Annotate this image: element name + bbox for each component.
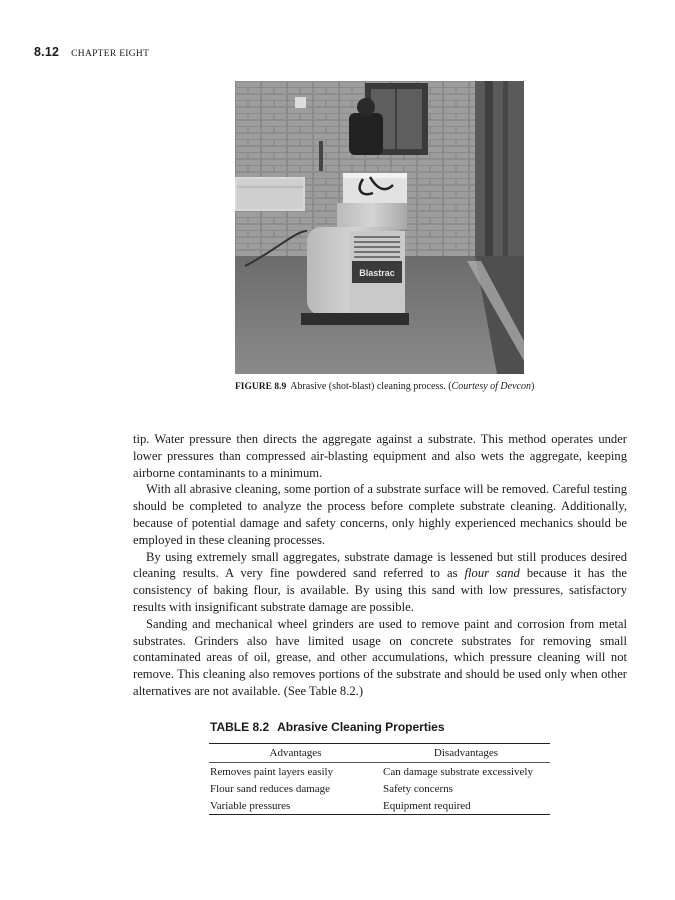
caption-close-paren: ) (530, 381, 535, 392)
machine-brand-text: Blastrac (359, 268, 395, 278)
table-header-row (209, 744, 550, 763)
table-cell: Removes paint layers easily (210, 765, 334, 778)
table-cell: Safety concerns (383, 782, 453, 795)
table-title (210, 720, 445, 734)
header-disadvantages: Disadvantages (382, 744, 550, 763)
properties-table (209, 743, 550, 815)
table-row (209, 780, 550, 797)
figure-photo (235, 81, 524, 374)
figure-caption (235, 380, 535, 394)
page-number: 8.12 (34, 45, 60, 59)
table-cell: Can damage substrate excessively (383, 765, 533, 778)
paragraph-4: Sanding and mechanical wheel grinders are used to remove paint and corrosion from metal substrates. Grinders also have limited usage on concrete substrates for removing small contaminated areas of oil, grease, and other accumulations, which pressure cleaning will not remove. This cleaning also removes portions of the substrate and should be used only when other alternatives are not available. (See Table 8.2.) (133, 616, 627, 698)
running-header (34, 45, 149, 59)
caption-courtesy: Courtesy of Devcon (451, 381, 531, 392)
table-cell: Flour sand reduces damage (210, 782, 331, 795)
paragraph-1: tip. Water pressure then directs the aggregate against a substrate. This method operates under lower pressures than compressed air-blasting equipment and also wets the aggregate, keeping airborne contaminants to a minimum. (133, 432, 627, 480)
table-cell: Variable pressures (209, 797, 382, 815)
paragraph-3-start: By using extremely small aggregates, substrate damage is lessened but still produces desired cleaning results. A very fine powdered sand referred to as (133, 549, 627, 581)
table-title-text: Abrasive Cleaning Properties (277, 720, 445, 734)
paragraph-2: With all abrasive cleaning, some portion of a substrate surface will be removed. Careful testing should be completed to analyze the process before complete substrate cleaning. Additionally, because of potential damage and safety concerns, only highly experienced mechanics should be employed in these cleaning processes. (133, 482, 627, 547)
table-cell: Equipment required (382, 797, 550, 815)
figure-label: FIGURE 8.9 (235, 382, 287, 392)
table-row (209, 763, 550, 781)
header-advantages: Advantages (209, 744, 382, 763)
body-text (133, 431, 627, 700)
paragraph-3-end: because it has the consistency of baking flour, is available. By using this sand with low pressures, satisfactory results with insignificant substrate damage are possible. (133, 566, 628, 614)
paragraph-3 (133, 549, 627, 616)
caption-text: Abrasive (shot-blast) cleaning process. ( (290, 381, 452, 392)
table-number: TABLE 8.2 (210, 720, 270, 734)
table-row (209, 797, 550, 815)
chapter-title: CHAPTER EIGHT (71, 49, 150, 59)
term-flour-sand: flour sand (464, 566, 520, 581)
